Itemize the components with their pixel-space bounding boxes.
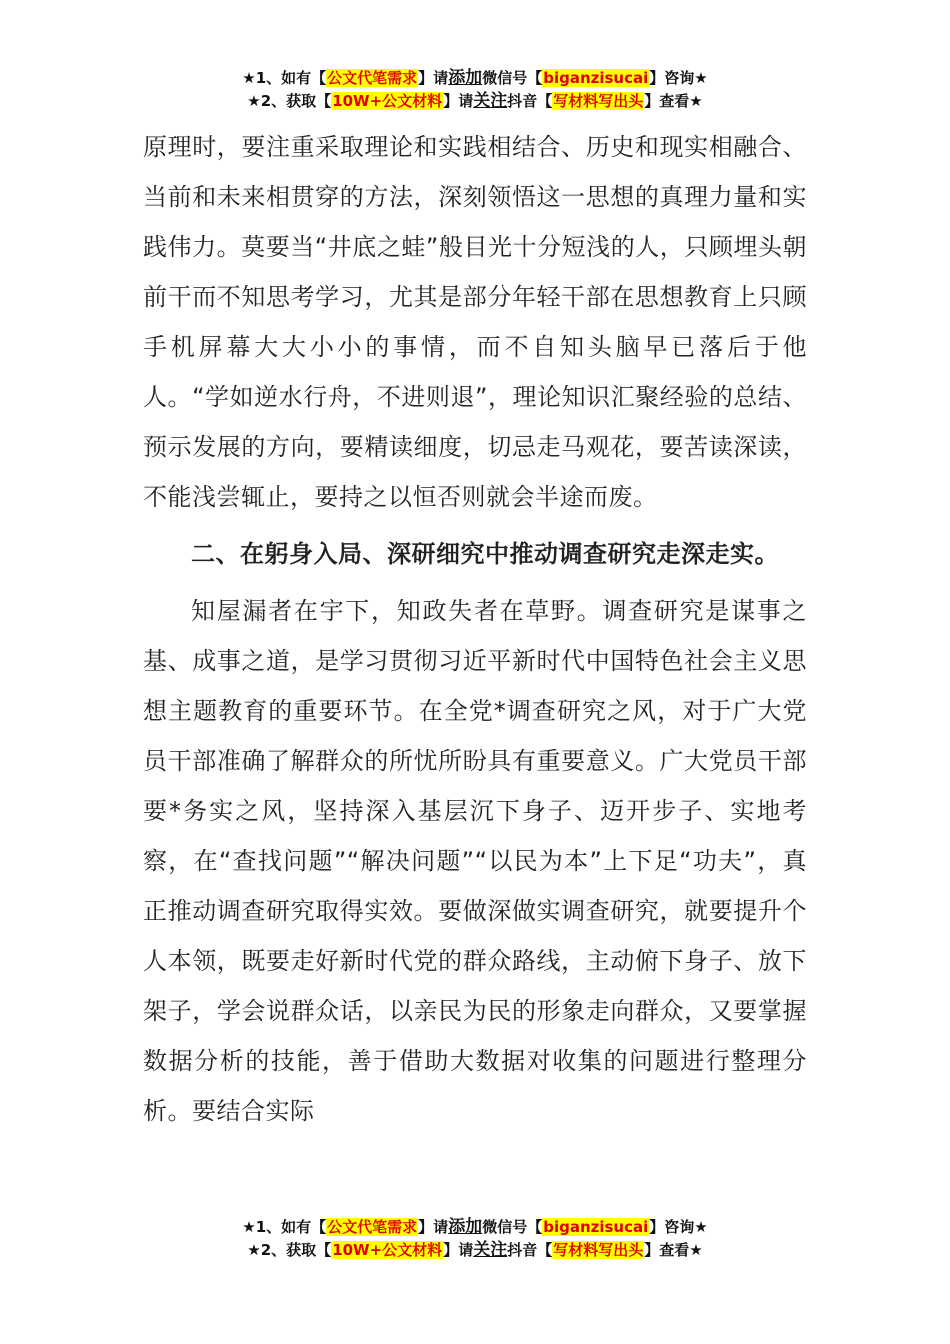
footer-line2-mid2: 抖音【 [507, 1241, 553, 1259]
banner-line1-suffix: 】咨询★ [649, 69, 708, 87]
footer-line2-highlight-douyin: 写材料写出头 [553, 1241, 644, 1259]
footer-line2-highlight-materials: 10W+公文材料 [332, 1241, 443, 1259]
banner-line-1 [0, 67, 950, 90]
footer-line2-prefix: ★2、获取【 [247, 1241, 332, 1259]
banner-line1-mid2: 微信号【 [482, 69, 543, 87]
banner-line2-suffix: 】查看★ [644, 92, 703, 110]
footer-line1-suffix: 】咨询★ [649, 1218, 708, 1236]
banner-line2-prefix: ★2、获取【 [247, 92, 332, 110]
banner-line1-mid1: 】请 [418, 69, 449, 87]
banner-line2-underlined: 关注 [473, 91, 508, 111]
section-heading: 二、在躬身入局、深研细究中推动调查研究走深走实。 [191, 540, 779, 568]
footer-line1-mid2: 微信号【 [482, 1218, 543, 1236]
footer-line2-suffix: 】查看★ [644, 1241, 703, 1259]
banner-line2-mid2: 抖音【 [507, 92, 553, 110]
footer-line-1 [0, 1216, 950, 1239]
header-banner [0, 67, 950, 113]
banner-line2-mid1: 】请 [443, 92, 474, 110]
paragraph-1: 原理时，要注重采取理论和实践相结合、历史和现实相融合、当前和未来相贯穿的方法，深刻领悟这一思想的真理力量和实践伟力。莫要当“井底之蛙”般目光十分短浅的人，只顾埋头朝前干而不知思考学习，尤其是部分年轻干部在思想教育上只顾手机屏幕大大小小的事情，而不自知头脑早已落后于他人。“学如逆水行舟，不进则退”，理论知识汇聚经验的总结、预示发展的方向，要精读细度，切忌走马观花，要苦读深读，不能浅尝辄止，要持之以恒否则就会半途而废。 [143, 133, 807, 511]
footer-line1-mid1: 】请 [418, 1218, 449, 1236]
footer-line1-highlight-service: 公文代笔需求 [327, 1218, 418, 1236]
footer-line1-prefix: ★1、如有【 [242, 1218, 327, 1236]
banner-line1-prefix: ★1、如有【 [242, 69, 327, 87]
footer-banner [0, 1216, 950, 1262]
footer-line2-underlined: 关注 [473, 1240, 508, 1260]
footer-line-2 [0, 1239, 950, 1262]
footer-line1-underlined: 添加 [448, 1217, 483, 1237]
banner-line1-highlight-service: 公文代笔需求 [327, 69, 418, 87]
banner-line1-underlined: 添加 [448, 68, 483, 88]
paragraph-2: 知屋漏者在宇下，知政失者在草野。调查研究是谋事之基、成事之道，是学习贯彻习近平新时代中国特色社会主义思想主题教育的重要环节。在全党*调查研究之风，对于广大党员干部准确了解群众的所忧所盼具有重要意义。广大党员干部要*务实之风，坚持深入基层沉下身子、迈开步子、实地考察，在“查找问题”“解决问题”“以民为本”上下足“功夫”，真正推动调查研究取得实效。要做深做实调查研究，就要提升个人本领，既要走好新时代党的群众路线，主动俯下身子、放下架子，学会说群众话，以亲民为民的形象走向群众，又要掌握数据分析的技能，善于借助大数据对收集的问题进行整理分析。要结合实际 [143, 597, 807, 1125]
footer-line1-highlight-wechat: biganzisucai [543, 1218, 649, 1236]
banner-line-2 [0, 90, 950, 113]
banner-line1-highlight-wechat: biganzisucai [543, 69, 649, 87]
banner-line2-highlight-douyin: 写材料写出头 [553, 92, 644, 110]
footer-line2-mid1: 】请 [443, 1241, 474, 1259]
banner-line2-highlight-materials: 10W+公文材料 [332, 92, 443, 110]
document-body [143, 122, 807, 1136]
